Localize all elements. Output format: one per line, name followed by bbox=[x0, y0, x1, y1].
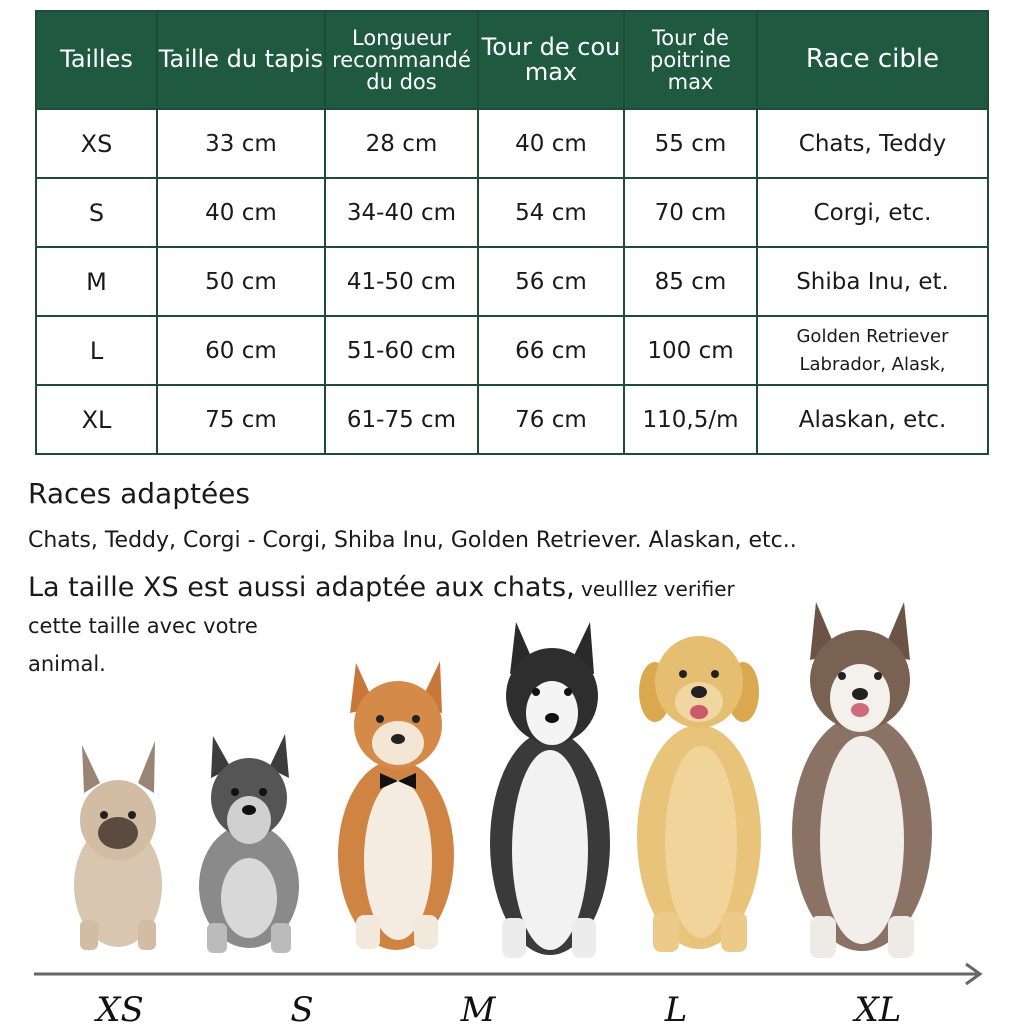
golden-retriever-image bbox=[625, 612, 775, 957]
alaskan-malamute-image bbox=[780, 598, 945, 963]
cell-back: 61-75 cm bbox=[325, 385, 478, 454]
cell-size: XS bbox=[36, 109, 157, 178]
shiba-inu-image bbox=[318, 655, 468, 955]
cell-size: M bbox=[36, 247, 157, 316]
cell-breed-line2: Labrador, Alask, bbox=[799, 353, 946, 375]
cell-neck: 56 cm bbox=[478, 247, 624, 316]
cell-mat: 50 cm bbox=[157, 247, 325, 316]
cat-note-tail: veulllez verifier bbox=[574, 577, 735, 601]
table-row bbox=[36, 385, 988, 454]
table-row bbox=[36, 178, 988, 247]
breeds-heading: Races adaptées bbox=[28, 477, 250, 510]
cell-breed: Corgi, etc. bbox=[757, 178, 988, 247]
scale-label-m: M bbox=[460, 990, 496, 1030]
cell-neck: 40 cm bbox=[478, 109, 624, 178]
scale-label-s: S bbox=[290, 990, 314, 1030]
cat-note-line3: animal. bbox=[28, 652, 106, 676]
cell-size: XL bbox=[36, 385, 157, 454]
header-sizes: Tailles bbox=[36, 11, 157, 109]
cell-breed: Chats, Teddy bbox=[757, 109, 988, 178]
scale-label-l: L bbox=[664, 990, 688, 1030]
header-target-breed: Race cible bbox=[757, 11, 988, 109]
cell-breed bbox=[757, 316, 988, 385]
cell-back: 28 cm bbox=[325, 109, 478, 178]
cell-breed: Shiba Inu, et. bbox=[757, 247, 988, 316]
table-row bbox=[36, 316, 988, 385]
cell-chest: 100 cm bbox=[624, 316, 757, 385]
cell-breed-line1: Golden Retriever bbox=[796, 325, 949, 347]
cell-size: S bbox=[36, 178, 157, 247]
scale-label-xl: XL bbox=[854, 990, 902, 1030]
cell-size: L bbox=[36, 316, 157, 385]
cat-note-line2: cette taille avec votre bbox=[28, 614, 258, 638]
size-chart-table bbox=[35, 10, 989, 455]
header-back-length: Longueur recommandé du dos bbox=[325, 11, 478, 109]
cat-note-main: La taille XS est aussi adaptée aux chats, bbox=[28, 572, 575, 603]
header-chest-max: Tour de poitrine max bbox=[624, 11, 757, 109]
cell-chest: 85 cm bbox=[624, 247, 757, 316]
table-row bbox=[36, 247, 988, 316]
cell-mat: 33 cm bbox=[157, 109, 325, 178]
cell-breed: Alaskan, etc. bbox=[757, 385, 988, 454]
cell-chest: 110,5/m bbox=[624, 385, 757, 454]
cell-neck: 54 cm bbox=[478, 178, 624, 247]
header-mat-size: Taille du tapis bbox=[157, 11, 325, 109]
cell-mat: 60 cm bbox=[157, 316, 325, 385]
size-scale-arrow bbox=[30, 960, 990, 990]
scale-label-xs: XS bbox=[96, 990, 144, 1030]
cell-neck: 76 cm bbox=[478, 385, 624, 454]
schnauzer-image bbox=[185, 728, 310, 958]
cat-note bbox=[28, 572, 735, 603]
cell-back: 51-60 cm bbox=[325, 316, 478, 385]
cell-back: 34-40 cm bbox=[325, 178, 478, 247]
breeds-list: Chats, Teddy, Corgi - Corgi, Shiba Inu, Golden Retriever. Alaskan, etc.. bbox=[28, 528, 797, 553]
cell-chest: 55 cm bbox=[624, 109, 757, 178]
table-row bbox=[36, 109, 988, 178]
husky-image bbox=[478, 618, 618, 963]
cell-chest: 70 cm bbox=[624, 178, 757, 247]
cell-mat: 75 cm bbox=[157, 385, 325, 454]
cell-mat: 40 cm bbox=[157, 178, 325, 247]
header-neck-max: Tour de cou max bbox=[478, 11, 624, 109]
french-bulldog-image bbox=[60, 735, 175, 955]
table-header-row bbox=[36, 11, 988, 109]
cell-neck: 66 cm bbox=[478, 316, 624, 385]
cell-back: 41-50 cm bbox=[325, 247, 478, 316]
